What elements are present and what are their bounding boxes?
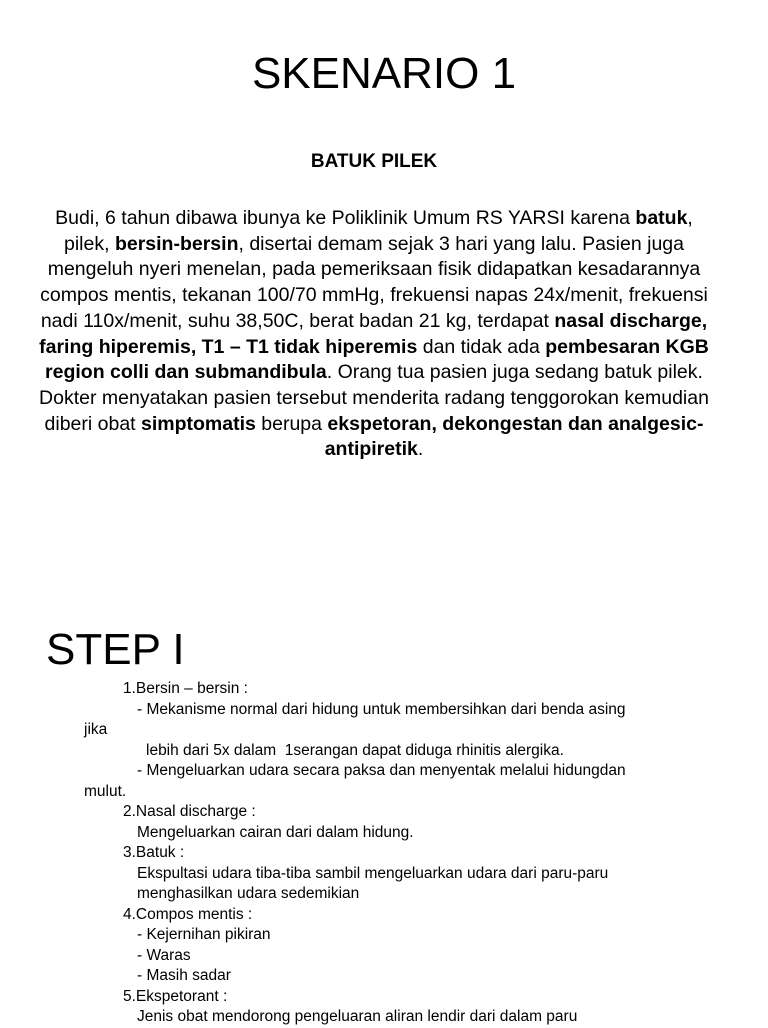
scenario-bold-term: simptomatis (141, 412, 256, 435)
scenario-bold-term: nasal discharge, faring hiperemis, T1 – T1 tidak hiperemis (39, 309, 708, 358)
step-line: jika (84, 721, 108, 738)
step-title: STEP I (46, 625, 185, 674)
scenario-text: , disertai demam sejak 3 hari yang lalu. Pasien juga mengeluh nyeri menelan, pada pemeriksaan fisik didapatkan kesadarannya compos mentis, tekanan 100/70 mmHg, frekuensi napas 24x/menit, frekuensi nadi 110x/menit, suhu 38,50C, berat badan 21 kg, terdapat (40, 232, 708, 332)
step-line: lebih dari 5x dalam 1serangan dapat diduga rhinitis alergika. (146, 741, 564, 759)
scenario-bold-term: batuk (635, 207, 688, 229)
scenario-text: . Orang tua pasien juga sedang batuk pilek. Dokter menyatakan pasien tersebut menderita radang tenggorokan kemudian diberi obat (39, 361, 709, 435)
step-line: Jenis obat mendorong pengeluaran aliran lendir dari dalam paru (137, 1008, 578, 1025)
scenario-bold-term: ekspetoran, dekongestan dan analgesic-antipiretik (324, 412, 704, 461)
step-line: - Mengeluarkan udara secara paksa dan menyentak melalui hidungdan (137, 762, 626, 779)
slide-title: SKENARIO 1 (251, 49, 517, 98)
step-list (84, 679, 724, 1028)
scenario-text: dan tidak ada (417, 335, 546, 358)
scenario-text: , pilek, (64, 207, 693, 255)
step-line: Mengeluarkan cairan dari dalam hidung. (137, 823, 414, 841)
step-line: - Mekanisme normal dari hidung untuk membersihkan dari benda asing (137, 700, 626, 718)
step-line: 5.Ekspetorant : (123, 987, 228, 1005)
scenario-text: berupa (255, 412, 328, 435)
step-line: 4.Compos mentis : (123, 905, 253, 923)
scenario-bold-term: bersin-bersin (114, 232, 239, 255)
scenario-bold-term: pembesaran KGB region colli dan submandibula (45, 335, 709, 384)
step-line: Ekspultasi udara tiba-tiba sambil mengeluarkan udara dari paru-paru (137, 864, 609, 882)
scenario-text: . (417, 438, 424, 461)
step-line: 3.Batuk : (123, 844, 185, 861)
step-line: mulut. (84, 782, 127, 800)
scenario-paragraph (30, 206, 718, 463)
step-line: menghasilkan udara sedemikian (137, 885, 360, 902)
step-line: 1.Bersin – bersin : (123, 680, 248, 697)
step-line: - Waras (137, 946, 191, 964)
scenario-subtitle: BATUK PILEK (310, 151, 438, 172)
step-line: - Kejernihan pikiran (137, 926, 271, 943)
step-line: 2.Nasal discharge : (123, 803, 256, 820)
scenario-text: Budi, 6 tahun dibawa ibunya ke Poliklinik Umum RS YARSI karena (55, 207, 636, 229)
step-line: - Masih sadar (137, 967, 231, 984)
